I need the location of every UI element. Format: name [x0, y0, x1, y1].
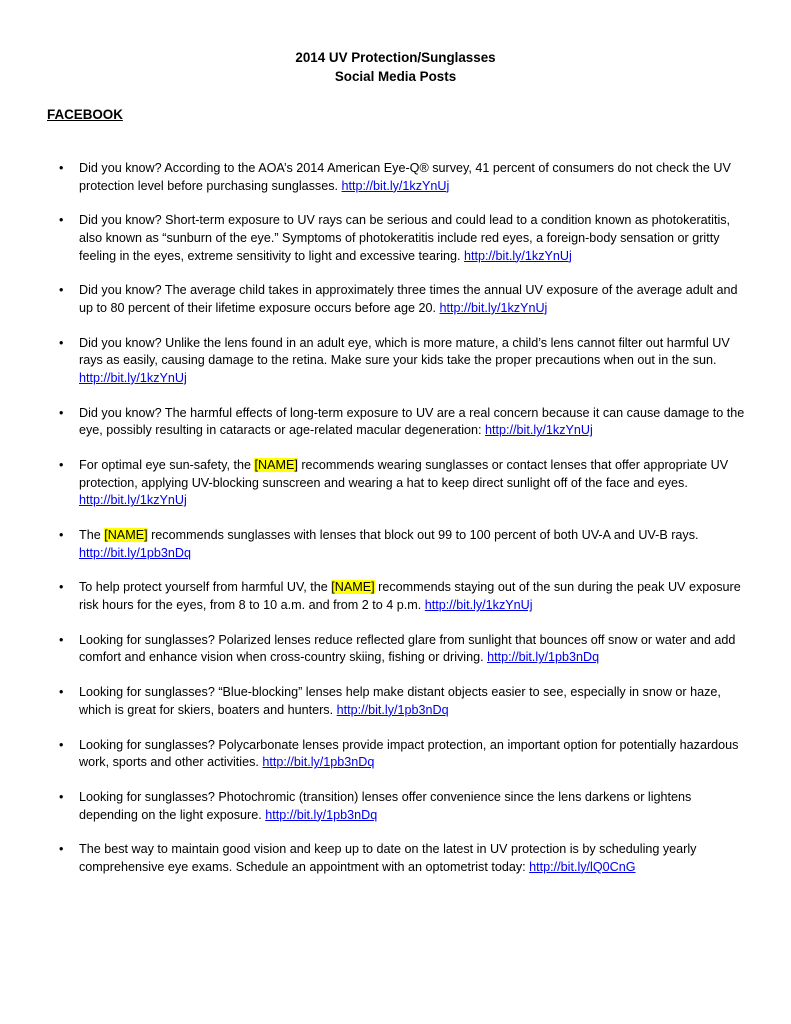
post-link[interactable]: http://bit.ly/1kzYnUj: [439, 300, 548, 315]
title-line-1: 2014 UV Protection/Sunglasses: [295, 50, 496, 65]
post-text-continued: recommends staying out of the sun during the peak UV exposure risk hours for the eyes, from 8 to 10 a.m. and from 2 to 4 p.m.: [79, 580, 741, 612]
post-link[interactable]: http://bit.ly/1kzYnUj: [485, 423, 593, 438]
post-text: The best way to maintain good vision and keep up to date on the latest in UV protection is by scheduling yearly comprehensive eye exams. Schedule an appointment with an optometrist today:: [79, 842, 697, 874]
post-link[interactable]: http://bit.ly/1pb3nDq: [336, 702, 449, 717]
list-item: [0, 457, 791, 510]
post-link[interactable]: http://bit.ly/1kzYnUj: [464, 248, 572, 263]
name-placeholder-highlight: [NAME]: [254, 458, 298, 473]
list-item: [0, 282, 791, 317]
post-link[interactable]: http://bit.ly/1kzYnUj: [424, 598, 533, 612]
name-placeholder-highlight: [NAME]: [331, 580, 375, 595]
post-text: Looking for sunglasses? Polycarbonate lenses provide impact protection, an important option for potentially hazardous work, sports and other activities.: [79, 737, 739, 770]
bullet-icon: •: [59, 528, 64, 543]
list-item: [0, 789, 791, 824]
list-item: [0, 737, 791, 772]
post-text: Looking for sunglasses? Polarized lenses reduce reflected glare from sunlight that bounces off snow or water and add comfort and enhance vision when cross-country skiing, fishing or driving.: [79, 632, 736, 665]
list-item: [0, 579, 791, 614]
post-text: Did you know? Unlike the lens found in an adult eye, which is more mature, a child’s lens cannot filter out harmful UV rays as easily, causing damage to the retina. Make sure your kids take the proper precautions when out in the sun.: [79, 335, 730, 368]
bullet-icon: •: [59, 842, 64, 857]
list-item: [0, 527, 791, 562]
list-item: [0, 335, 791, 388]
list-item: [0, 405, 791, 440]
bullet-icon: •: [59, 161, 64, 175]
post-text-continued: recommends sunglasses with lenses that block out 99 to 100 percent of both UV-A and UV-B rays.: [147, 528, 699, 543]
bullet-icon: •: [59, 213, 64, 228]
list-item: [0, 684, 791, 719]
bullet-icon: •: [59, 458, 64, 473]
name-placeholder-highlight: [NAME]: [104, 528, 148, 543]
post-link[interactable]: http://bit.ly/1pb3nDq: [487, 650, 600, 665]
bullet-icon: •: [59, 789, 64, 804]
post-text: The: [79, 528, 105, 543]
post-text-continued: recommends wearing sunglasses or contact lenses that offer appropriate UV protection, applying UV-blocking sunscreen and wearing a hat to keep direct sunlight off of the face and eyes.: [79, 458, 729, 490]
post-link[interactable]: http://bit.ly/lQ0CnG: [529, 859, 636, 874]
list-item: [0, 160, 791, 195]
bullet-icon: •: [59, 335, 64, 350]
post-text: Did you know? The harmful effects of long-term exposure to UV are a real concern because it can cause damage to the eye, possibly resulting in cataracts or age-related macular degeneration:: [79, 405, 745, 438]
list-item: [0, 841, 791, 876]
post-text: Did you know? Short-term exposure to UV rays can be serious and could lead to a condition known as photokeratitis, also known as “sunburn of the eye.” Symptoms of photokeratitis include red eyes, a foreign-body sensation or gritty feeling in the eyes, extreme sensitivity to light and excessive tearing.: [79, 213, 731, 263]
posts-list: [0, 160, 791, 894]
post-text: Did you know? According to the AOA’s 2014 American Eye-Q® survey, 41 percent of consumers do not check the UV protection level before purchasing sunglasses.: [79, 161, 731, 193]
post-link[interactable]: http://bit.ly/1kzYnUj: [79, 370, 187, 385]
bullet-icon: •: [59, 685, 64, 700]
post-link[interactable]: http://bit.ly/1pb3nDq: [262, 755, 375, 770]
bullet-icon: •: [59, 632, 64, 647]
list-item: [0, 632, 791, 667]
post-link[interactable]: http://bit.ly/1kzYnUj: [341, 178, 450, 193]
bullet-icon: •: [59, 580, 64, 595]
post-text: Did you know? The average child takes in approximately three times the annual UV exposure of the average adult and up to 80 percent of their lifetime exposure occurs before age 20.: [79, 283, 738, 315]
post-text: Looking for sunglasses? Photochromic (transition) lenses offer convenience since the lens darkens or lightens depending on the light exposure.: [79, 789, 692, 822]
post-text: To help protect yourself from harmful UV, the: [79, 580, 332, 595]
title-line-2: Social Media Posts: [334, 69, 457, 84]
post-link[interactable]: http://bit.ly/1pb3nDq: [265, 807, 378, 822]
post-text: For optimal eye sun-safety, the: [79, 458, 255, 473]
bullet-icon: •: [59, 405, 64, 420]
bullet-icon: •: [59, 283, 64, 298]
document-title: [0, 48, 791, 86]
post-link[interactable]: http://bit.ly/1kzYnUj: [79, 493, 187, 508]
section-heading-facebook: FACEBOOK: [47, 107, 123, 122]
post-text: Looking for sunglasses? “Blue-blocking” lenses help make distant objects easier to see, especially in snow or haze, which is great for skiers, boaters and hunters.: [79, 685, 721, 717]
list-item: [0, 212, 791, 265]
bullet-icon: •: [59, 737, 64, 752]
post-link[interactable]: http://bit.ly/1pb3nDq: [79, 545, 192, 560]
